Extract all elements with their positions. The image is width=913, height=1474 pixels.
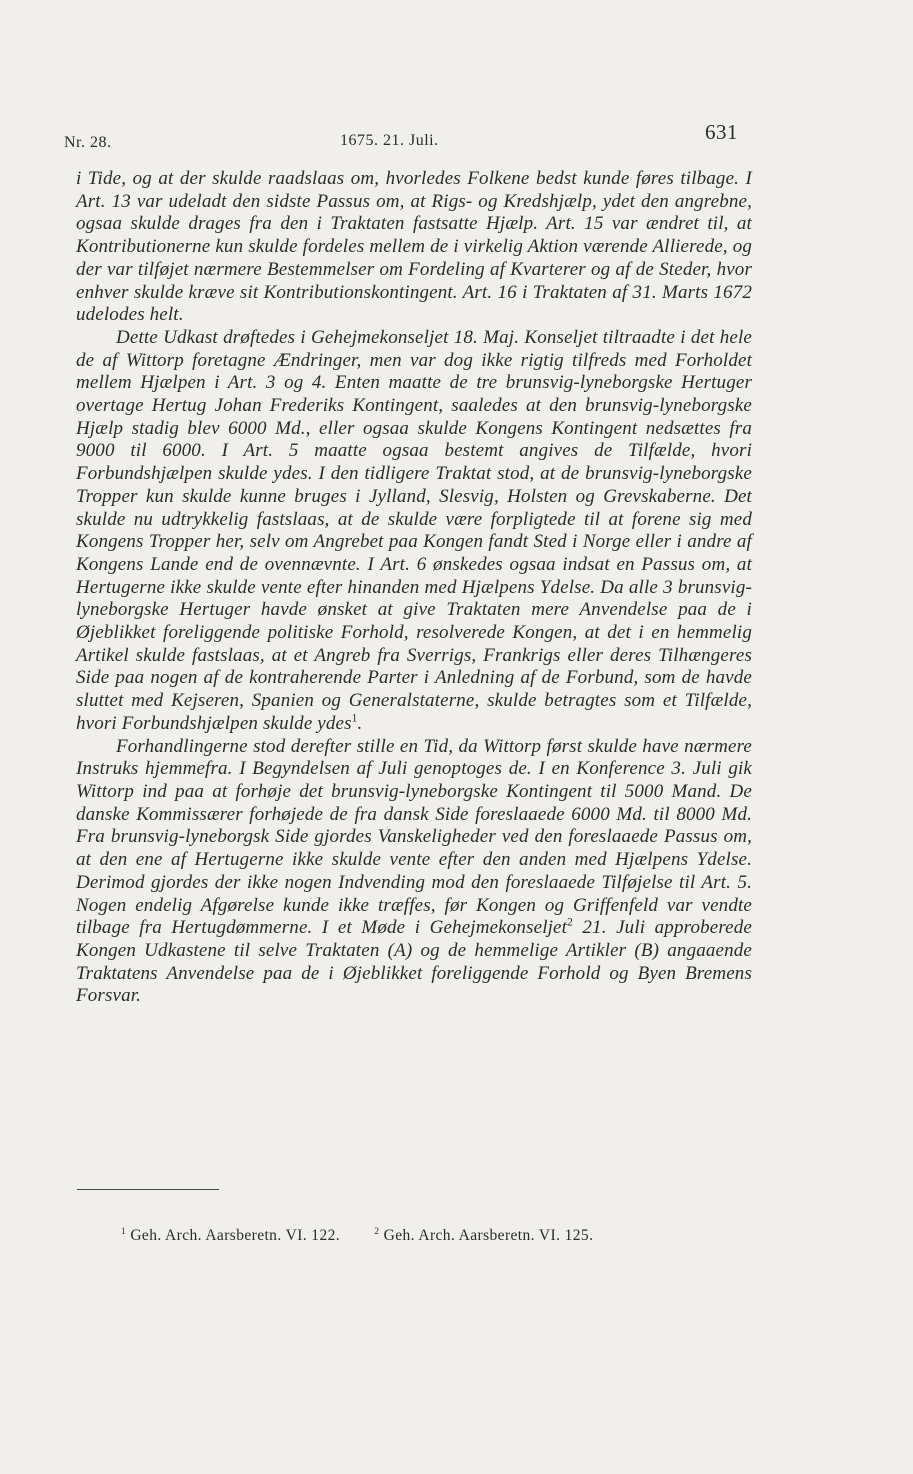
- footnote-1: [121, 1227, 340, 1245]
- paragraph-1: [76, 168, 752, 327]
- paragraph-2: [76, 327, 752, 736]
- paragraph-3-text-a: Forhandlingerne stod derefter stille en Tid, da Wittorp først skulde have nærmere Instruks hjemmefra. I Begyndelsen af Juli genoptoges de. I en Konference 3. Juli gik Wittorp ind paa at forhøje det brunsvig-lyneborgske Kontingent til 5000 Mand. De danske Kommissærer forhøjede de fra dansk Side foreslaaede 6000 Md. til 8000 Md. Fra brunsvig-lyneborgsk Side gjordes Vanskeligheder ved den foreslaaede Passus om, at den ene af Hertugerne ikke skulde vente efter den anden med Hjælpens Ydelse. Derimod gjordes der ikke nogen Indvending mod den foreslaaede Tilføjelse til Art. 5. Nogen endelig Afgørelse kunde ikke træffes, før Kongen og Griffenfeld var vendte tilbage fra Hertugdømmerne. I et Møde i Gehejmekonseljet: [76, 735, 752, 939]
- running-header: [0, 120, 913, 160]
- footnote-1-mark: 1: [121, 1226, 127, 1237]
- header-date: 1675. 21. Juli.: [340, 132, 439, 149]
- page-number: 631: [705, 120, 738, 144]
- paragraph-2-end: .: [357, 712, 363, 734]
- footnote-2: [374, 1227, 593, 1245]
- footnote-ref-2: 2: [567, 916, 573, 929]
- footnotes: [121, 1227, 593, 1245]
- footnote-divider: [77, 1189, 219, 1190]
- document-number: Nr. 28.: [64, 134, 112, 151]
- paragraph-3-text-b: 21. Juli approberede Kongen Udkastene til selve Traktaten (A) og de hemmelige Artikler (B) angaaende Traktatens Anvendelse paa de i Øjeblikket foreliggende Forhold og Byen Bremens Forsvar.: [76, 917, 752, 1007]
- footnote-2-mark: 2: [374, 1226, 380, 1237]
- footnote-ref-1: 1: [351, 712, 358, 725]
- paragraph-2-text: Dette Udkast drøftedes i Gehejmekonseljet 18. Maj. Konseljet tiltraadte i det hele de af Wittorp foretagne Ændringer, men var dog ikke rigtig tilfreds med Forholdet mellem Hjælpen i Art. 3 og 4. Enten maatte de tre brunsvig-lyneborgske Hertuger overtage Hertug Johan Frederiks Kontingent, saaledes at den brunsvig-lyneborgske Hjælp stadig blev 6000 Md., eller ogsaa skulde Kongens Kontingent nedsættes fra 9000 til 6000. I Art. 5 maatte ogsaa bestemt angives de Tilfælde, hvori Forbundshjælpen skulde ydes. I den tidligere Traktat stod, at de brunsvig-lyneborgske Tropper kun skulde kunne bruges i Jylland, Slesvig, Holsten og Grevskaberne. Det skulde nu udtrykkelig fastslaas, at de skulde være forpligtede til at forene sig med Kongens Tropper her, selv om Angrebet paa Kongen fandt Sted i Norge eller i andre af Kongens Lande end de ovennævnte. I Art. 6 ønskedes ogsaa indsat en Passus om, at Hertugerne ikke skulde vente efter hinanden med Hjælpens Ydelse. Da alle 3 brunsvig-lyneborgske Hertuger havde ønsket at give Traktaten mere Anvendelse paa de i Øjeblikket foreliggende politiske Forhold, resolverede Kongen, at det i en hemmelig Artikel skulde fastslaas, at et Angreb fra Sverrigs, Frankrigs eller deres Tilhængeres Side paa nogen af de kontraherende Parter i Anledning af de Forbund, som de havde sluttet med Kejseren, Spanien og Generalstaterne, skulde betragtes som et Tilfælde, hvori Forbundshjælpen skulde ydes: [76, 326, 752, 734]
- footnote-2-text: Geh. Arch. Aarsberetn. VI. 125.: [379, 1227, 594, 1244]
- main-text: [76, 168, 752, 1008]
- footnote-1-text: Geh. Arch. Aarsberetn. VI. 122.: [126, 1227, 341, 1244]
- paragraph-1-text: i Tide, og at der skulde raadslaas om, hvorledes Folkene bedst kunde føres tilbage. I Art. 13 var udeladt den sidste Passus om, at Rigs- og Kredshjælp, ydet den angrebne, ogsaa skulde drages fra den i Traktaten fastsatte Hjælp. Art. 15 var ændret til, at Kontributionerne kun skulde fordeles mellem de i virkelig Aktion værende Allierede, og der var tilføjet nærmere Bestemmelser om Fordeling af Kvarterer og af de Steder, hvor enhver skulde kræve sit Kontributionskontingent. Art. 16 i Traktaten af 31. Marts 1672 udelodes helt.: [76, 168, 752, 326]
- paragraph-3: [76, 736, 752, 1008]
